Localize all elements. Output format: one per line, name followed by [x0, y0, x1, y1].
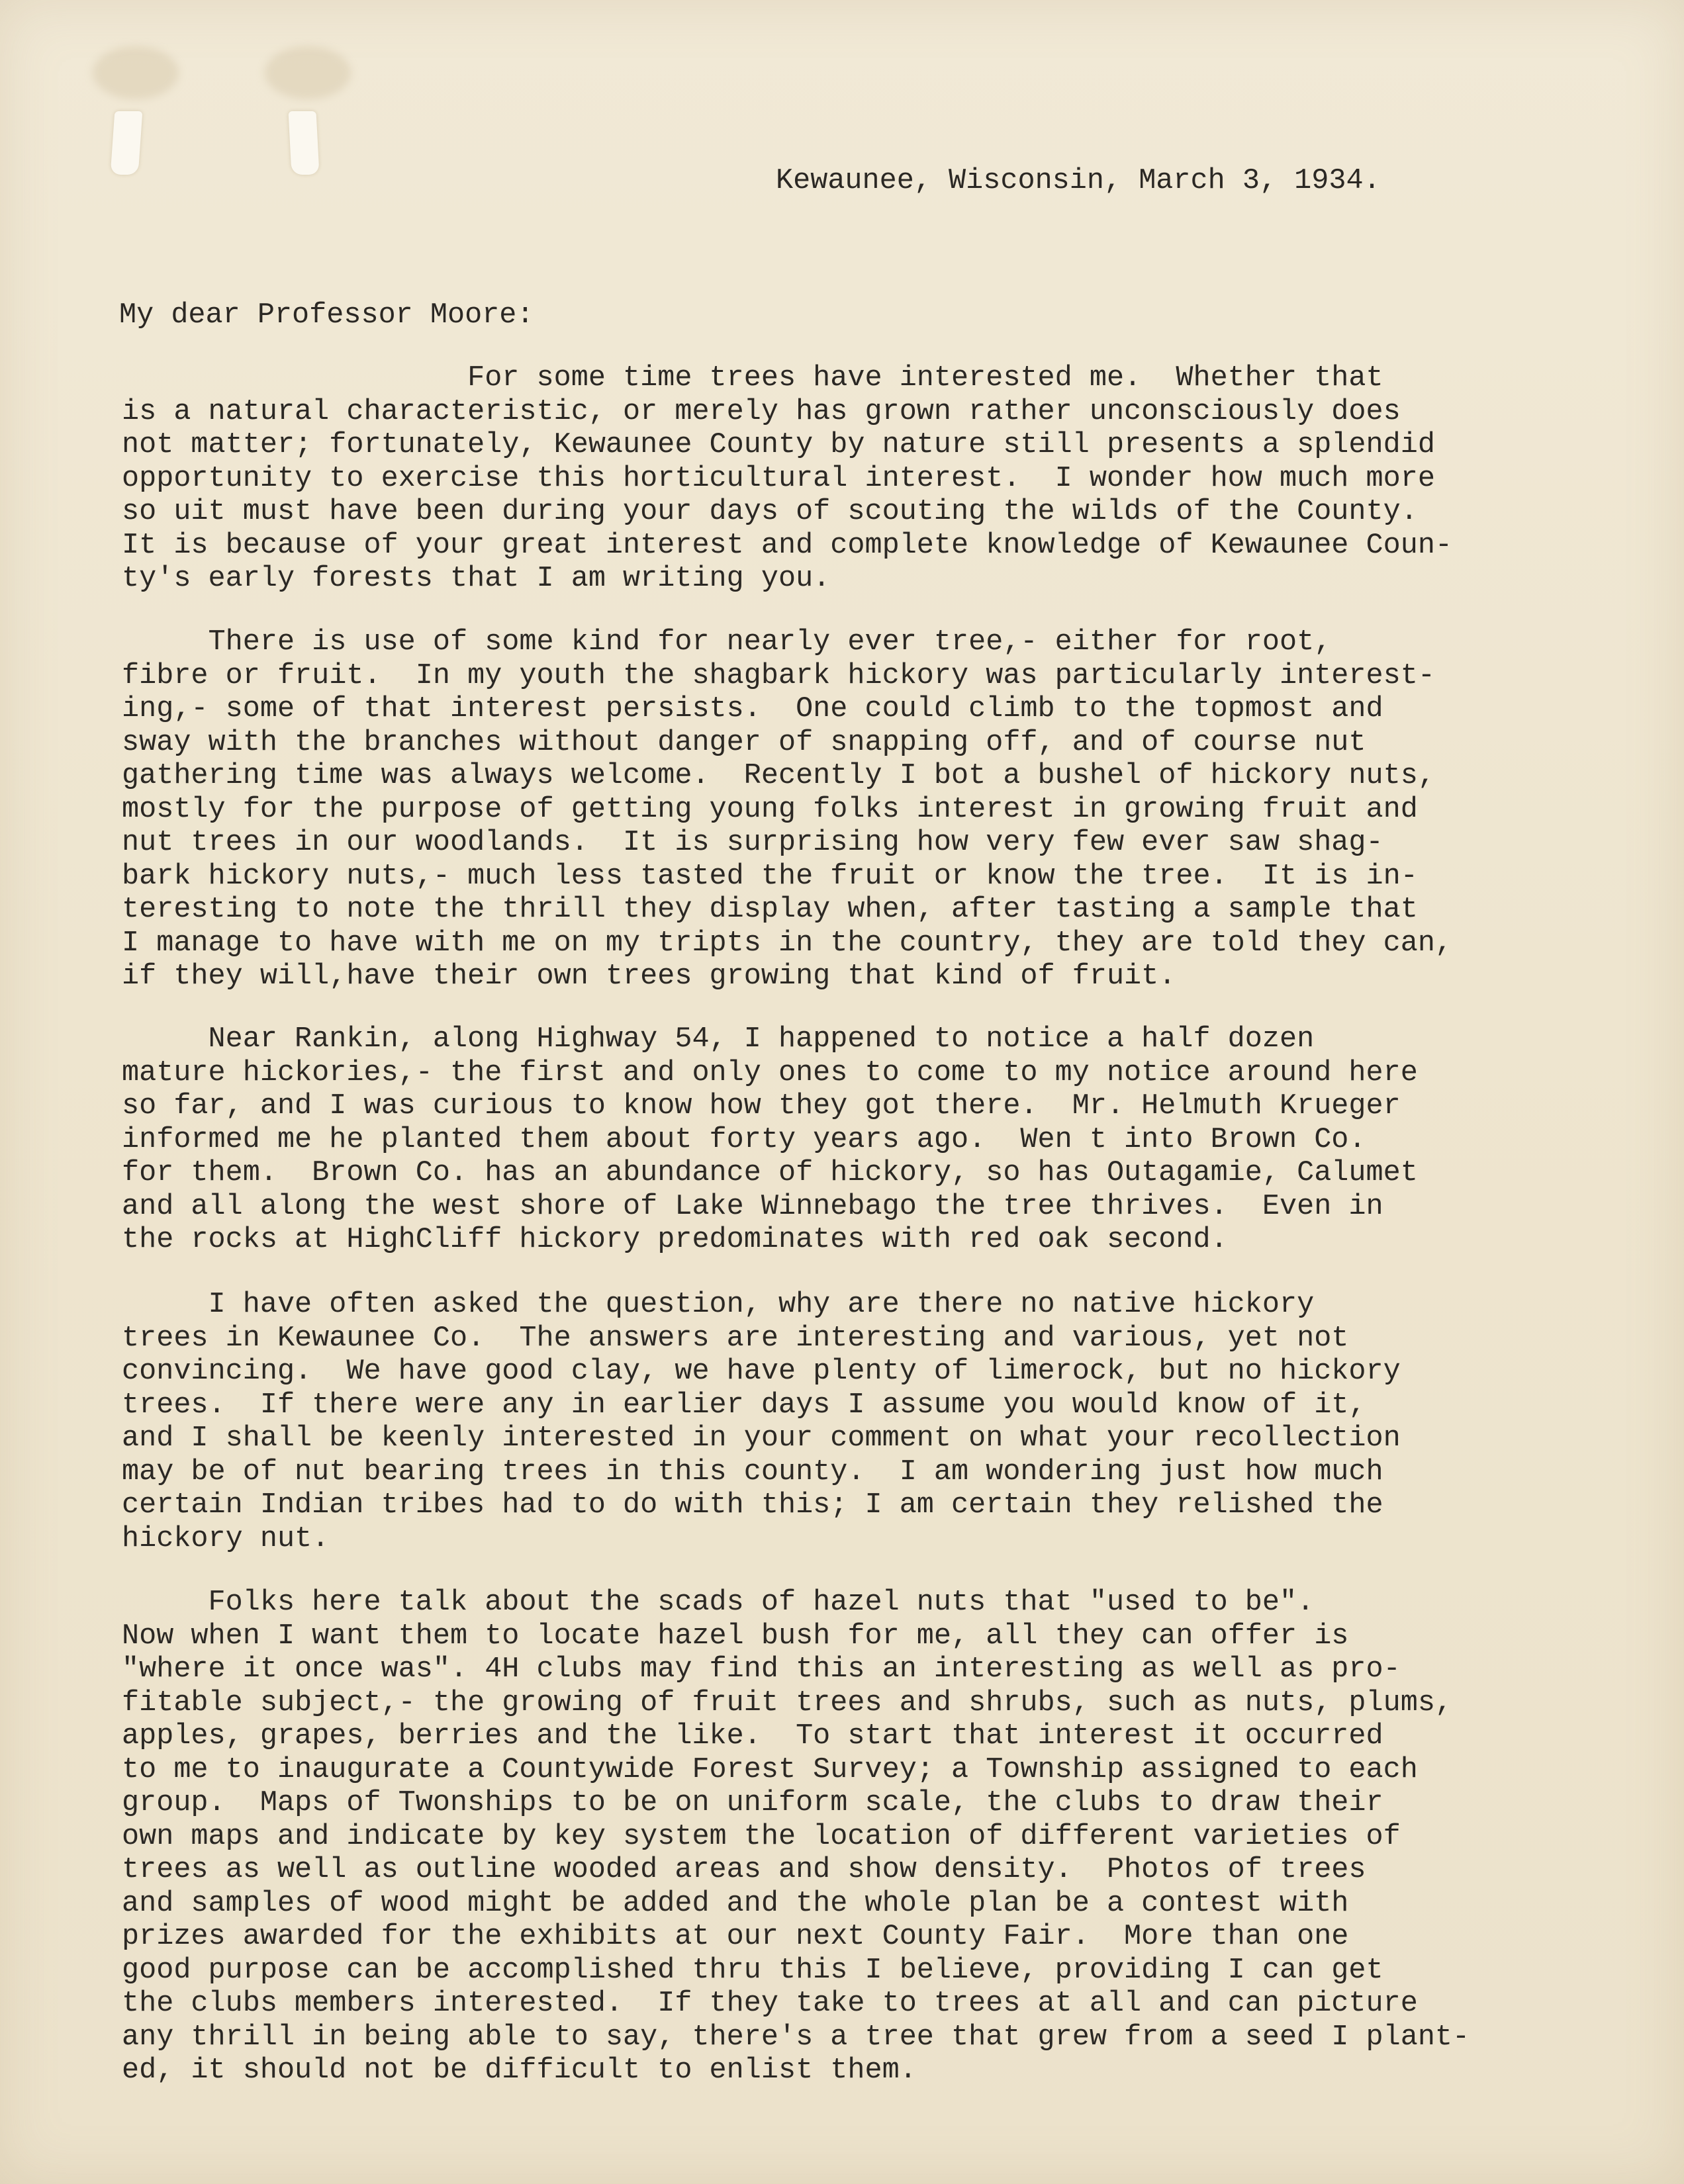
paragraph-line: certain Indian tribes had to do with this; I am certain they relished the	[122, 1489, 1383, 1522]
paper-tear-right	[288, 111, 319, 175]
paragraph-line: gathering time was always welcome. Recently I bot a bushel of hickory nuts,	[122, 760, 1435, 792]
paragraph-line: to me to inaugurate a Countywide Forest Survey; a Township assigned to each	[122, 1753, 1418, 1786]
paragraph-line: apples, grapes, berries and the like. To start that interest it occurred	[122, 1720, 1383, 1752]
paragraph-line: may be of nut bearing trees in this county. I am wondering just how much	[122, 1455, 1383, 1488]
paragraph-line: trees. If there were any in earlier days I assume you would know of it,	[122, 1388, 1366, 1422]
paragraph-line: fitable subject,- the growing of fruit trees and shrubs, such as nuts, plums,	[122, 1686, 1453, 1719]
paragraph-line: group. Maps of Twonships to be on uniform scale, the clubs to draw their	[122, 1787, 1383, 1819]
paragraph-line: trees as well as outline wooded areas and show density. Photos of trees	[122, 1854, 1366, 1886]
paragraph-line: the clubs members interested. If they take to trees at all and can picture	[122, 1987, 1418, 2020]
paragraph-5	[122, 1586, 1664, 2088]
paragraph-line: ing,- some of that interest persists. One could climb to the topmost and	[122, 693, 1383, 725]
paragraph-line: and samples of wood might be added and the whole plan be a contest with	[122, 1887, 1349, 1920]
paragraph-line: so uit must have been during your days of scouting the wilds of the County.	[122, 496, 1418, 528]
paragraph-line: is a natural characteristic, or merely has grown rather unconsciously does	[122, 395, 1401, 428]
paragraph-line: so far, and I was curious to know how they got there. Mr. Helmuth Krueger	[122, 1090, 1401, 1122]
paragraph-line: Near Rankin, along Highway 54, I happened to notice a half dozen	[122, 1023, 1315, 1056]
paragraph-line: and I shall be keenly interested in your comment on what your recollection	[122, 1422, 1401, 1455]
paragraph-line: I have often asked the question, why are there no native hickory	[122, 1289, 1315, 1321]
paragraph-line: informed me he planted them about forty years ago. Wen t into Brown Co.	[122, 1123, 1366, 1156]
paragraph-line: opportunity to exercise this horticultural interest. I wonder how much more	[122, 462, 1435, 495]
paragraph-line: good purpose can be accomplished thru this I believe, providing I can get	[122, 1954, 1383, 1987]
paragraph-line: for them. Brown Co. has an abundance of hickory, so has Outagamie, Calumet	[122, 1157, 1418, 1189]
paragraph-line: sway with the branches without danger of snapping off, and of course nut	[122, 726, 1366, 759]
paragraph-line: prizes awarded for the exhibits at our next County Fair. More than one	[122, 1921, 1349, 1953]
paragraph-1	[122, 362, 1664, 596]
paragraph-3	[122, 1023, 1664, 1257]
paragraph-line: mature hickories,- the first and only ones to come to my notice around here	[122, 1056, 1418, 1089]
paragraph-line: convincing. We have good clay, we have plenty of limerock, but no hickory	[122, 1355, 1401, 1388]
clip-mark-shadow-right	[265, 46, 351, 99]
paragraph-line: For some time trees have interested me. Whether that	[122, 362, 1383, 394]
paragraph-line: It is because of your great interest and complete knowledge of Kewaunee Coun-	[122, 529, 1453, 562]
paragraph-line: "where it once was". 4H clubs may find this an interesting as well as pro-	[122, 1653, 1401, 1686]
paragraph-line: own maps and indicate by key system the location of different varieties of	[122, 1820, 1401, 1853]
paragraph-line: ed, it should not be difficult to enlist them.	[122, 2054, 917, 2087]
paragraph-line: Now when I want them to locate hazel bush for me, all they can offer is	[122, 1619, 1349, 1653]
clip-mark-shadow-left	[93, 46, 179, 99]
paragraph-line: Folks here talk about the scads of hazel nuts that "used to be".	[122, 1586, 1315, 1619]
paragraph-line: and all along the west shore of Lake Winnebago the tree thrives. Even in	[122, 1190, 1383, 1223]
salutation: My dear Professor Moore:	[119, 299, 534, 332]
paragraph-line: ty's early forests that I am writing you.	[122, 563, 831, 595]
paragraph-line: not matter; fortunately, Kewaunee County by nature still presents a splendid	[122, 429, 1435, 461]
paragraph-line: teresting to note the thrill they display when, after tasting a sample that	[122, 893, 1418, 926]
paragraph-line: There is use of some kind for nearly ever tree,- either for root,	[122, 626, 1332, 659]
paragraph-line: fibre or fruit. In my youth the shagbark hickory was particularly interest-	[122, 659, 1435, 692]
paragraph-line: trees in Kewaunee Co. The answers are interesting and various, yet not	[122, 1322, 1349, 1355]
paragraph-line: I manage to have with me on my tripts in the country, they are told they can,	[122, 927, 1453, 960]
paragraph-line: mostly for the purpose of getting young folks interest in growing fruit and	[122, 793, 1418, 826]
paragraph-line: hickory nut.	[122, 1522, 330, 1555]
dateline: Kewaunee, Wisconsin, March 3, 1934.	[776, 165, 1381, 197]
paragraph-2	[122, 626, 1664, 994]
paragraph-4	[122, 1289, 1664, 1556]
paragraph-line: the rocks at HighCliff hickory predominates with red oak second.	[122, 1224, 1228, 1256]
paper-tear-left	[111, 111, 143, 175]
paragraph-line: any thrill in being able to say, there's a tree that grew from a seed I plant-	[122, 2021, 1470, 2054]
paragraph-line: if they will,have their own trees growing that kind of fruit.	[122, 960, 1176, 993]
paragraph-line: nut trees in our woodlands. It is surprising how very few ever saw shag-	[122, 827, 1383, 859]
paragraph-line: bark hickory nuts,- much less tasted the fruit or know the tree. It is in-	[122, 860, 1418, 893]
